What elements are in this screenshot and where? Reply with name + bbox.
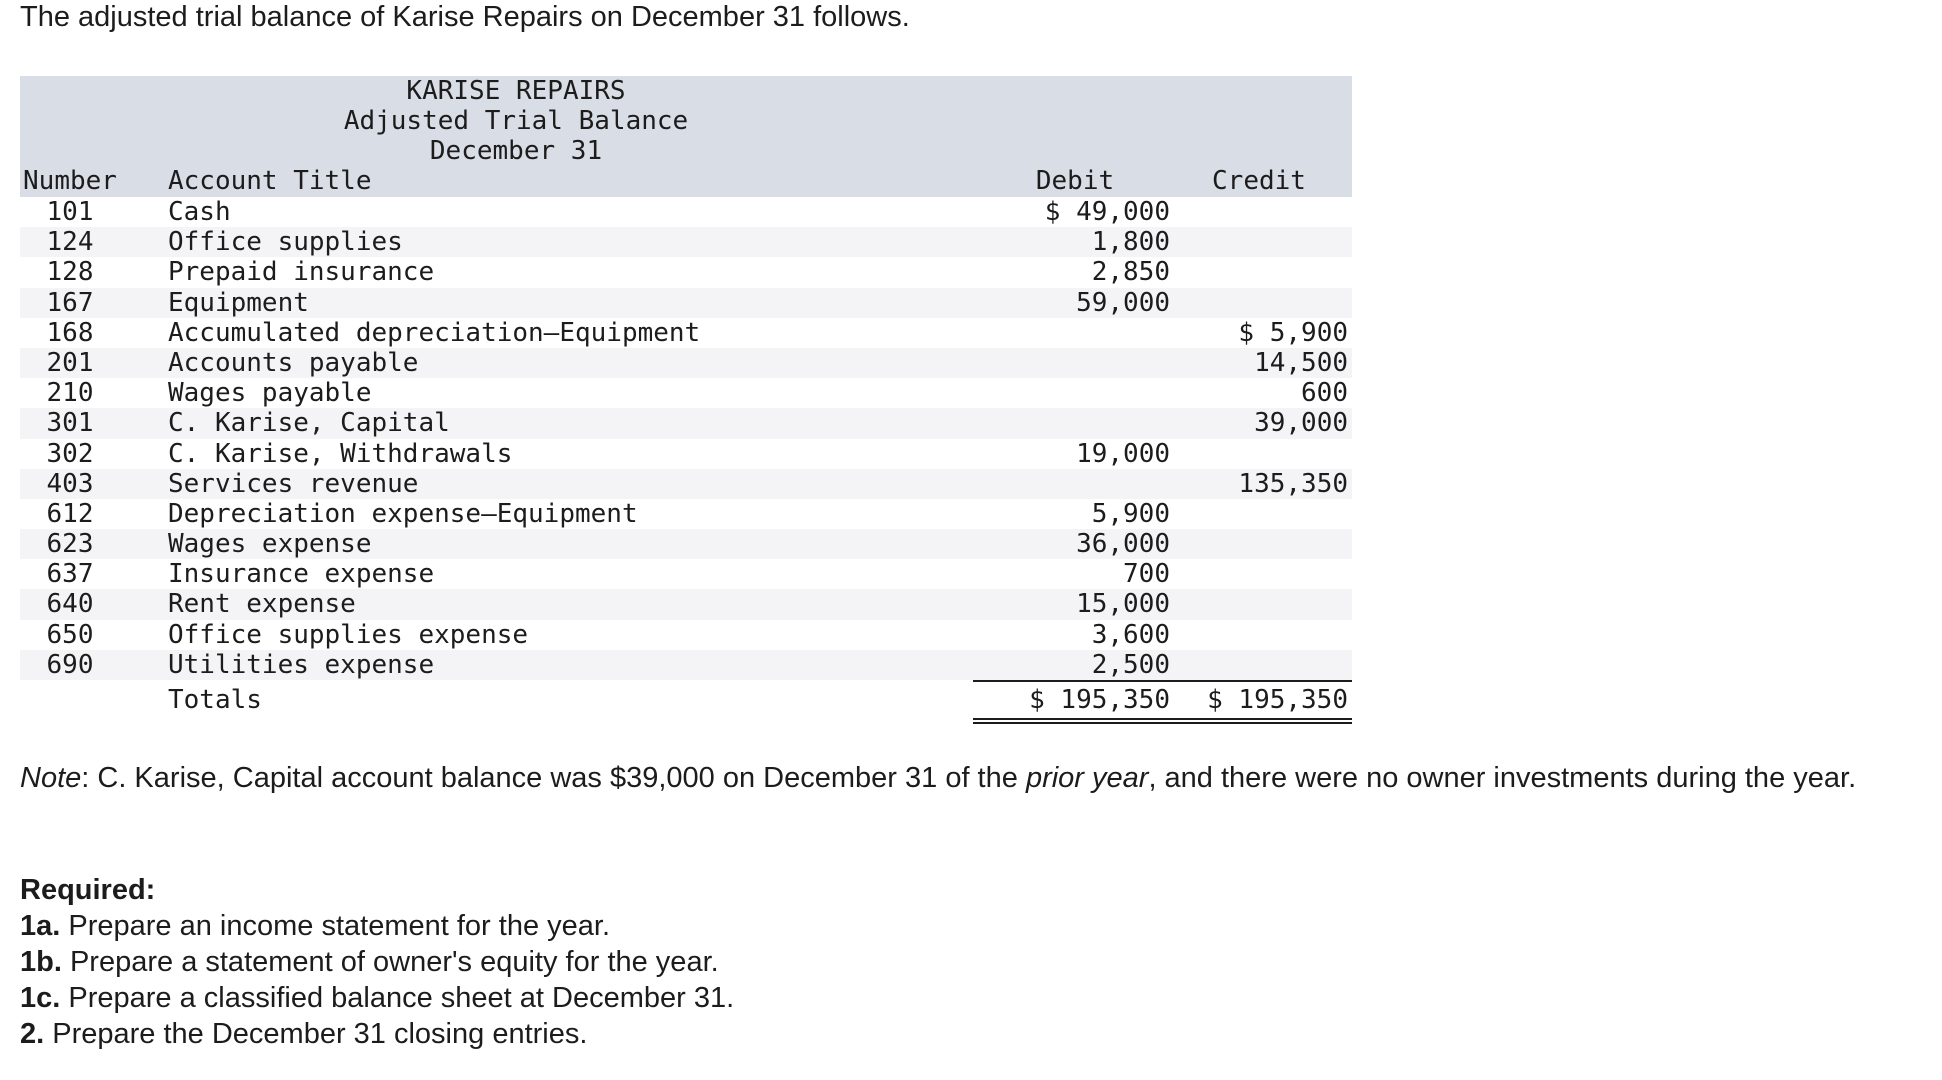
credit-amount: 135,350 (1238, 468, 1348, 499)
required-item: 1b. Prepare a statement of owner's equity for the year. (20, 946, 719, 978)
debit-amount: $ 49,000 (1044, 197, 1170, 227)
account-title: Rent expense (168, 589, 356, 620)
account-title: Depreciation expense—Equipment (168, 498, 638, 529)
debit-amount: 15,000 (1076, 589, 1170, 620)
note-text-a: : C. Karise, Capital account balance was $39,000 on December 31 of the (81, 762, 1026, 794)
account-title: Prepaid insurance (168, 257, 435, 288)
note-paragraph (20, 760, 1920, 796)
table-body (20, 197, 1352, 680)
total-rule-double (973, 718, 1352, 724)
credit-amount: $ 5,900 (1238, 317, 1348, 348)
account-title: C. Karise, Withdrawals (168, 438, 513, 469)
credit-amount: 600 (1301, 378, 1348, 409)
debit-amount: 5,900 (1091, 498, 1170, 529)
note-emphasis: prior year (1025, 762, 1149, 794)
account-title: Cash (168, 197, 231, 227)
account-number: 302 (46, 438, 94, 469)
table-row (20, 650, 1352, 680)
totals-label: Totals (168, 685, 262, 715)
account-title: Office supplies (168, 227, 403, 258)
table-row (20, 257, 1352, 287)
account-number: 101 (46, 197, 94, 227)
account-number: 301 (46, 408, 94, 439)
account-title: Accumulated depreciation—Equipment (168, 317, 701, 348)
header-number: Number (23, 166, 117, 196)
table-row (20, 439, 1352, 469)
account-number: 167 (46, 287, 94, 318)
account-title: Services revenue (168, 468, 419, 499)
account-number: 690 (46, 649, 94, 680)
debit-amount: 36,000 (1076, 529, 1170, 560)
intro-text: The adjusted trial balance of Karise Repairs on December 31 follows. (20, 1, 910, 33)
table-row (20, 288, 1352, 318)
account-title: Utilities expense (168, 649, 435, 680)
header-debit: Debit (1035, 166, 1115, 196)
debit-amount: 3,600 (1091, 619, 1170, 650)
required-section (20, 872, 734, 1052)
account-title: Wages payable (168, 378, 372, 409)
table-row (20, 559, 1352, 589)
account-number: 128 (46, 257, 94, 288)
account-title: Wages expense (168, 529, 372, 560)
statement-date: December 31 (429, 136, 603, 166)
header-credit: Credit (1212, 166, 1306, 196)
table-row (20, 197, 1352, 227)
table-row (20, 620, 1352, 650)
account-title: C. Karise, Capital (168, 408, 450, 439)
account-number: 210 (46, 378, 94, 409)
account-number: 612 (46, 498, 94, 529)
debit-amount: 19,000 (1076, 438, 1170, 469)
table-header (20, 76, 1352, 197)
credit-amount: 14,500 (1254, 347, 1348, 378)
account-number: 168 (46, 317, 94, 348)
account-title: Insurance expense (168, 559, 435, 590)
table-row (20, 499, 1352, 529)
required-item: 1a. Prepare an income statement for the year. (20, 910, 611, 942)
table-row (20, 469, 1352, 499)
credit-amount: 39,000 (1254, 408, 1348, 439)
debit-amount: 59,000 (1076, 287, 1170, 318)
account-number: 623 (46, 529, 94, 560)
debit-amount: 2,850 (1091, 257, 1170, 288)
header-account-title: Account Title (168, 166, 372, 196)
account-number: 637 (46, 559, 94, 590)
account-number: 640 (46, 589, 94, 620)
required-item: 2. Prepare the December 31 closing entries. (20, 1018, 588, 1050)
trial-balance-table (20, 76, 1352, 715)
account-title: Accounts payable (168, 347, 419, 378)
account-title: Equipment (168, 287, 309, 318)
note-label: Note (20, 762, 82, 794)
totals-debit: $ 195,350 (1029, 685, 1170, 715)
required-item: 1c. Prepare a classified balance sheet at December 31. (20, 982, 735, 1014)
account-number: 650 (46, 619, 94, 650)
debit-amount: 1,800 (1091, 227, 1170, 258)
account-number: 124 (46, 227, 94, 258)
debit-amount: 700 (1123, 559, 1170, 590)
table-row (20, 529, 1352, 559)
account-number: 403 (46, 468, 94, 499)
table-row (20, 318, 1352, 348)
account-title: Office supplies expense (168, 619, 529, 650)
totals-credit: $ 195,350 (1207, 685, 1348, 715)
table-row (20, 378, 1352, 408)
company-name: KARISE REPAIRS (406, 76, 626, 106)
table-row (20, 589, 1352, 619)
required-heading: Required: (20, 874, 156, 906)
table-row (20, 408, 1352, 438)
account-number: 201 (46, 347, 94, 378)
table-row (20, 348, 1352, 378)
note-text-b: , and there were no owner investments during the year. (1148, 762, 1857, 794)
totals-row (20, 682, 1352, 718)
table-row (20, 227, 1352, 257)
statement-name: Adjusted Trial Balance (343, 106, 689, 136)
debit-amount: 2,500 (1091, 649, 1170, 680)
